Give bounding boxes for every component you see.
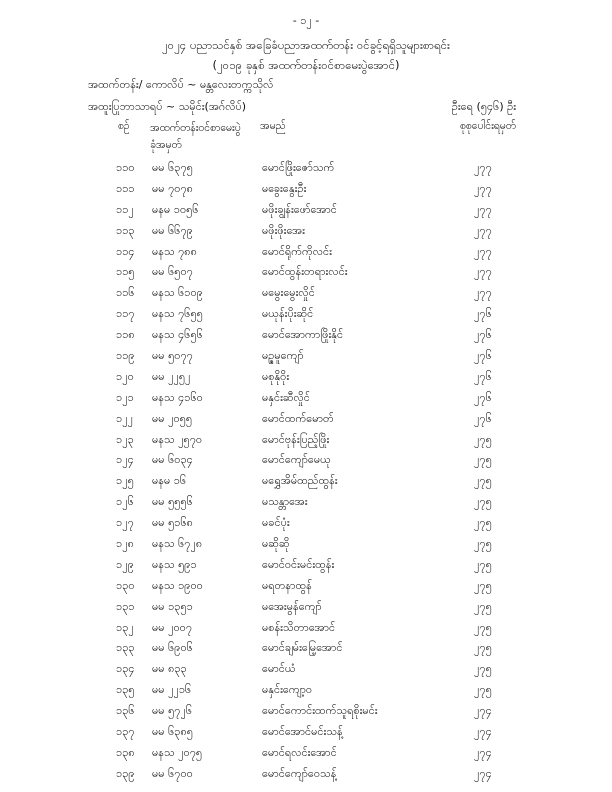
student-name: မောင်ရိုက်ကိုလင်း <box>262 244 332 258</box>
total-marks: ၂၇၅ <box>474 620 492 634</box>
total-marks: ၂၇၅ <box>474 662 492 676</box>
roll-number: မမ ၅၇၂၆ <box>152 704 193 718</box>
roll-number: မမ ၆၇၀၀ <box>152 766 193 780</box>
table-row <box>0 513 612 534</box>
table-row <box>0 450 612 471</box>
row-number: ၁၁၀ <box>116 161 135 174</box>
roll-number: မမ ၆၃၇၅ <box>152 161 193 174</box>
total-marks: ၂၇၅ <box>474 495 492 509</box>
table-row <box>0 701 612 722</box>
total-count: ဦးရေ (၅၄၆) ဦး <box>451 100 516 113</box>
student-name: မရတနာထွန် <box>262 578 312 592</box>
total-marks: ၂၇၅ <box>474 578 492 592</box>
roll-number: မနသ ၅၉၁ <box>152 557 197 571</box>
student-name: မောင်ချမ်းမြေ့အောင် <box>262 641 343 655</box>
student-name: မဉ္ဇမူကျော် <box>262 349 304 363</box>
row-number: ၁၁၁ <box>116 181 135 195</box>
total-marks: ၂၇၇ <box>474 181 492 195</box>
row-number: ၁၃၈ <box>116 745 135 759</box>
row-number: ၁၁၃ <box>116 223 135 237</box>
table-row <box>0 158 612 179</box>
roll-number: မမ ၇၀၇၈ <box>152 181 193 195</box>
table-row <box>0 179 612 200</box>
table-row <box>0 743 612 764</box>
table-row <box>0 597 612 618</box>
row-number: ၁၁၇ <box>116 307 135 321</box>
roll-number: မမ ၅၁၆၈ <box>152 516 193 530</box>
student-name: မဖိုးချွန်းဖော်အောင် <box>262 202 337 216</box>
table-row <box>0 430 612 451</box>
student-name: မခွေးနွေးဦး <box>262 181 307 195</box>
row-number: ၁၁၅ <box>116 265 135 279</box>
table-row <box>0 200 612 221</box>
row-number: ၁၃၄ <box>116 662 135 676</box>
student-name: မရွှေအိမ်ထည်ထွန်း <box>262 474 338 488</box>
total-marks: ၂၇၅ <box>474 474 492 488</box>
roll-number: မမ ၆၃၈၅ <box>152 725 193 739</box>
table-row <box>0 409 612 430</box>
total-marks: ၂၇၇ <box>474 244 492 258</box>
roll-number: မမ ၆၀၃၄ <box>152 453 193 467</box>
subject-line: အထူးပြုဘာသာရပ် ~ သမိုင်း(အဂ်လိပ်) <box>88 100 247 113</box>
total-marks: ၂၇၆ <box>474 390 492 404</box>
table-row <box>0 471 612 492</box>
roll-number: မနသ ၇၆၅၅ <box>152 307 203 321</box>
student-name: မောင်ထက်မောတ် <box>262 411 334 425</box>
row-number: ၁၃၆ <box>116 704 135 718</box>
student-name: မနှင်းကျော့၀ <box>262 683 313 697</box>
roll-number: မနသ ၆၁၀၉ <box>152 286 203 300</box>
row-number: ၁၂၀ <box>116 369 134 383</box>
student-name: မောင်ကျော်ဝေသန့် <box>262 766 337 780</box>
roll-number: မနမ ၁၀၅၆ <box>152 202 199 216</box>
roll-number: မမ ၅၅၅၆ <box>152 495 193 509</box>
total-marks: ၂၇၆ <box>474 307 492 321</box>
row-number: ၁၂၁ <box>116 390 134 404</box>
total-marks: ၂၇၆ <box>474 328 492 342</box>
row-number: ၁၂၃ <box>116 432 134 446</box>
table-row <box>0 262 612 283</box>
table-row <box>0 346 612 367</box>
student-name: မခင်ပုံး <box>262 516 290 530</box>
row-number: ၁၁၉ <box>116 349 135 363</box>
header-roll: အထက်တန်းဝင်စာမေးပွဲ ခုံအမှတ် <box>150 122 241 151</box>
table-row <box>0 388 612 409</box>
roll-number: မနသ ၁၉၀၀ <box>152 578 203 592</box>
row-number: ၁၃၃ <box>116 641 135 655</box>
student-name: မောင်ဗုန်းပြည့်ဖြိုး <box>262 432 330 446</box>
row-number: ၁၃၉ <box>116 766 135 780</box>
table-row <box>0 722 612 743</box>
roll-number: မမ ၂၂၁၆ <box>152 683 192 697</box>
row-number: ၁၂၅ <box>116 474 134 488</box>
header-marks: စုစုပေါင်းရမှတ် <box>459 120 516 132</box>
table-row <box>0 638 612 659</box>
roll-number: မနသ ၄၆၅၆ <box>152 328 203 342</box>
table-row <box>0 283 612 304</box>
table-row <box>0 534 612 555</box>
student-name: မနှင်းဆီလှိုင် <box>262 390 310 404</box>
total-marks: ၂၇၅ <box>474 516 492 530</box>
student-name: မောင်ရလင်းအောင် <box>262 745 337 759</box>
total-marks: ၂၇၅ <box>474 641 492 655</box>
student-name: မောင်ဝင်းမင်းထွန်း <box>262 557 335 571</box>
roll-number: မနသ ၆၇၂၈ <box>152 537 203 551</box>
total-marks: ၂၇၇ <box>474 286 492 300</box>
roll-number: မမ ၈၃၃ <box>152 662 187 676</box>
row-number: ၁၂၇ <box>116 516 134 530</box>
total-marks: ၂၇၇ <box>474 202 492 216</box>
total-marks: ၂၇၅ <box>474 599 492 613</box>
table-row <box>0 555 612 576</box>
roll-number: မမ ၂၀၀၇ <box>152 620 193 634</box>
row-number: ၁၁၈ <box>116 328 135 342</box>
roll-number: မမ ၂၂၅၂ <box>152 369 191 383</box>
row-number: ၁၁၂ <box>116 202 134 216</box>
document-subtitle: (၂၀၁၉ ခုနှစ် အထက်တန်းဝင်စာမေးပွဲအောင်) <box>212 58 400 72</box>
student-name: မောင်အောကာဖြိုးနိုင် <box>262 328 344 342</box>
roll-number: မမ ၆၆၇၉ <box>152 223 193 237</box>
row-number: ၁၁၆ <box>116 286 135 300</box>
student-name: မအေးမွန်ကျော် <box>262 599 322 613</box>
total-marks: ၂၇၆ <box>474 411 492 425</box>
roll-number: မနသ ၂၅၇၀ <box>152 432 203 446</box>
roll-number: မနသ ၄၁၆၀ <box>152 390 203 404</box>
total-marks: ၂၇၅ <box>474 453 492 467</box>
student-name: မယုန်းပိုးဆိုင် <box>262 307 314 321</box>
student-name: မောင်ထွန်းတရားလင်း <box>262 265 348 279</box>
student-name: မသန္တာအေး <box>262 495 308 509</box>
row-number: ၁၃၂ <box>116 620 134 634</box>
student-name: မဆိုဆို <box>262 537 290 551</box>
roll-number: မနသ ၂၀၇၅ <box>152 745 203 759</box>
table-row <box>0 764 612 785</box>
total-marks: ၂၇၆ <box>474 369 492 383</box>
table-row <box>0 492 612 513</box>
student-name: မောင်ကောင်းထက်သူရစိုးမင်း <box>262 704 378 718</box>
student-name: မစန်းသိတာအောင် <box>262 620 336 634</box>
roll-number: မနသ ၇၈၈ <box>152 244 197 258</box>
row-number: ၁၁၄ <box>116 244 135 258</box>
roll-number: မနမ ၁၆ <box>152 474 187 488</box>
total-marks: ၂၇၇ <box>474 161 492 174</box>
roll-number: မမ ၆၅၀၇ <box>152 265 193 279</box>
total-marks: ၂၇၆ <box>474 349 492 363</box>
row-number: ၁၂၈ <box>116 537 134 551</box>
roll-number: မမ ၆၉၀၆ <box>152 641 193 655</box>
row-number: ၁၂၂ <box>116 411 133 425</box>
student-name: မောင်ယံ <box>262 662 296 676</box>
total-marks: ၂၇၄ <box>474 766 492 780</box>
table-row <box>0 618 612 639</box>
student-name: မဖိုးဖိုးအေး <box>262 223 305 237</box>
row-number: ၁၃၁ <box>116 599 135 613</box>
table-row <box>0 680 612 701</box>
student-name: မစုနိုဝိုး <box>262 369 290 383</box>
total-marks: ၂၇၇ <box>474 223 492 237</box>
table-row <box>0 325 612 346</box>
table-row <box>0 367 612 388</box>
row-number: ၁၂၆ <box>116 495 134 509</box>
roll-number: မမ ၁၃၅၁ <box>152 599 193 613</box>
student-name: မမွေးမွေးလှိုင် <box>262 286 315 300</box>
total-marks: ၂၇၄ <box>474 745 492 759</box>
table-row <box>0 659 612 680</box>
header-no: စဉ် <box>118 120 130 132</box>
row-number: ၁၃၇ <box>116 725 135 739</box>
total-marks: ၂၇၄ <box>474 725 492 739</box>
table-row <box>0 221 612 242</box>
total-marks: ၂၇၅ <box>474 537 492 551</box>
document-title: ၂၀၂၄ ပညာသင်နှစ် အခြေခံပညာအထက်တန်း ဝင်ခွင့်ရရှိသူများစာရင်း <box>162 38 450 52</box>
total-marks: ၂၇၅ <box>474 683 492 697</box>
student-name: မောင်အောင်မင်းသန့် <box>262 725 343 739</box>
row-number: ၁၃၀ <box>116 578 135 592</box>
page-number: - ၁၂ - <box>292 14 320 27</box>
header-name: အမည် <box>260 120 286 132</box>
student-name: မောင်ကျော်မေယု <box>262 453 331 467</box>
total-marks: ၂၇၅ <box>474 432 492 446</box>
table-row <box>0 304 612 325</box>
roll-number: မမ ၂၀၅၅ <box>152 411 193 425</box>
row-number: ၁၃၅ <box>116 683 135 697</box>
table-row <box>0 576 612 597</box>
table-row <box>0 242 612 263</box>
roll-number: မမ ၅၀၇၇ <box>152 349 193 363</box>
student-name: မောင်ဖြိုးဇော်သက် <box>262 161 335 174</box>
total-marks: ၂၇၅ <box>474 557 492 571</box>
section-line: အထက်တန်း/ ကောလိပ် ~ မန္တလေးတက္ကသိုလ် <box>88 78 274 91</box>
row-number: ၁၂၉ <box>116 557 134 571</box>
results-list <box>0 158 612 785</box>
total-marks: ၂၇၇ <box>474 265 492 279</box>
total-marks: ၂၇၄ <box>474 704 492 718</box>
row-number: ၁၂၄ <box>116 453 134 467</box>
